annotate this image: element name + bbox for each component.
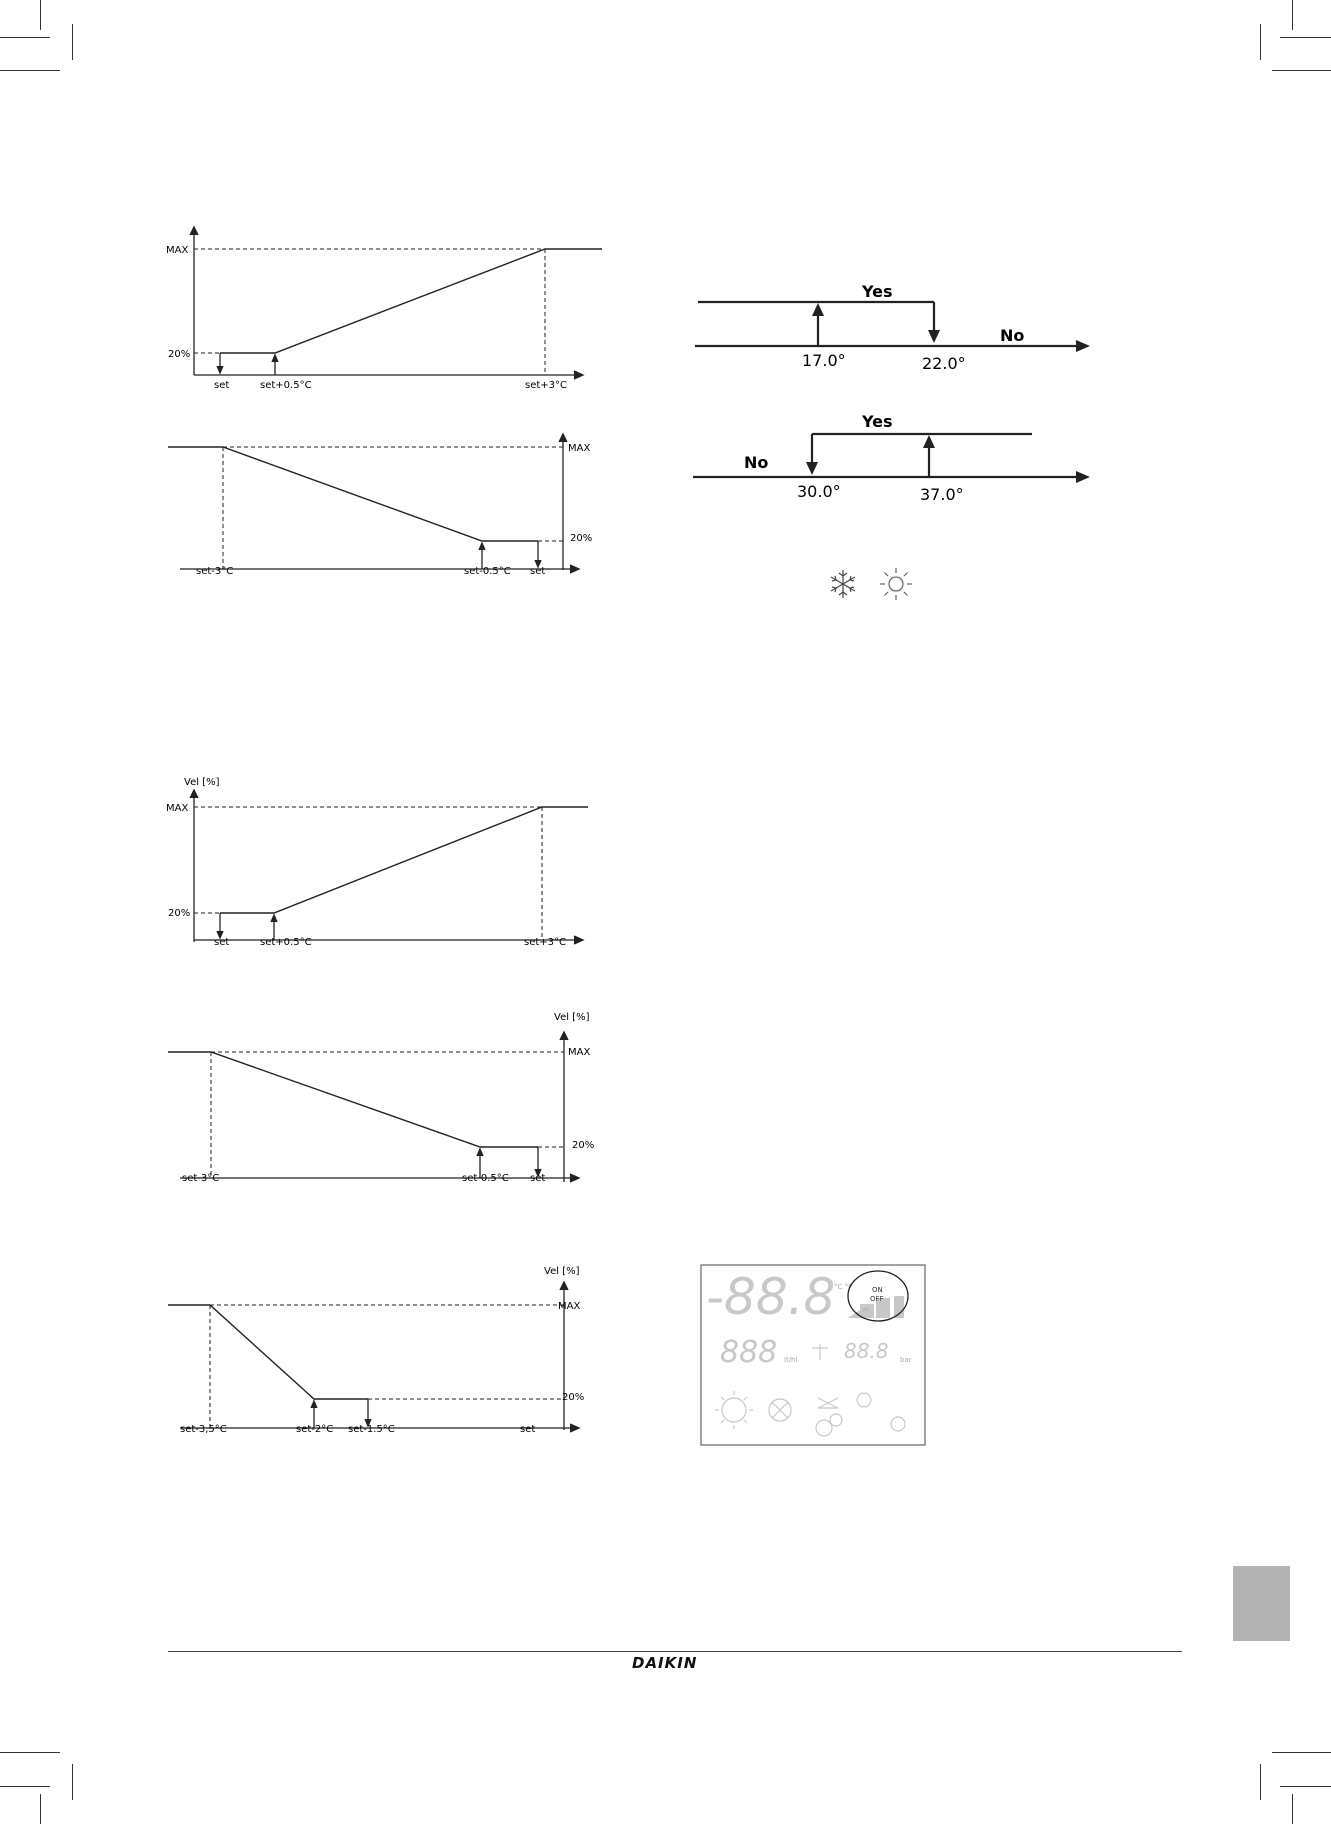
small-digits-right: 88.8 [844, 1339, 889, 1363]
x-a-label: set-2°C [296, 1424, 334, 1435]
crop-mark [72, 1764, 73, 1800]
small-unit-left: lt/hl [784, 1356, 798, 1364]
x-mid-label: set+0.5°C [260, 937, 312, 948]
x-b-label: set-1.5°C [348, 1424, 395, 1435]
high-threshold-label: 22.0° [922, 354, 966, 373]
low-threshold-label: 30.0° [797, 482, 841, 501]
y-max-label: MAX [166, 803, 189, 814]
no-label: No [1000, 326, 1025, 345]
x-set-label: set [214, 937, 230, 948]
temp-units: °C °F [834, 1283, 853, 1291]
m-label: m [862, 1306, 869, 1314]
x-end-label: set+3°C [524, 937, 567, 948]
crop-mark [0, 1752, 60, 1753]
y-min-label: 20% [562, 1392, 585, 1403]
x-mid-label: set-0.5°C [462, 1173, 509, 1184]
crop-mark [1280, 37, 1331, 38]
fan-speed-chart-decreasing-steep [160, 1260, 600, 1440]
fan-speed-chart-decreasing-vel [160, 1010, 600, 1190]
crop-mark [40, 0, 41, 30]
lcd-display [700, 1264, 926, 1446]
x-start-label: set-3°C [196, 566, 234, 577]
y-max-label: MAX [568, 443, 591, 454]
x-set-label: set [214, 380, 230, 391]
x-mid-label: set+0.5°C [260, 380, 312, 391]
sun-icon [878, 566, 914, 602]
x-set-label: set [530, 1173, 546, 1184]
hysteresis-diagram-2 [690, 400, 1100, 510]
x-start-label: set-3°C [182, 1173, 220, 1184]
no-label: No [744, 453, 769, 472]
x-start-label: set-3,5°C [180, 1424, 227, 1435]
y-min-label: 20% [572, 1140, 595, 1151]
crop-mark [1272, 70, 1331, 71]
crop-mark [0, 1786, 50, 1787]
y-min-label: 20% [570, 533, 593, 544]
y-max-label: MAX [568, 1047, 591, 1058]
high-threshold-label: 37.0° [920, 485, 964, 504]
page-tab [1233, 1566, 1290, 1641]
y-max-label: MAX [166, 245, 189, 256]
crop-mark [1292, 0, 1293, 30]
crop-mark [1280, 1786, 1331, 1787]
yes-label: Yes [862, 282, 893, 301]
small-unit-right: bar [900, 1356, 912, 1364]
crop-mark [40, 1794, 41, 1824]
low-threshold-label: 17.0° [802, 351, 846, 370]
daikin-logo: DAIKIN [632, 1654, 698, 1672]
hysteresis-diagram-1 [690, 270, 1100, 380]
small-digits-left: 888 [720, 1335, 778, 1370]
crop-mark [0, 70, 60, 71]
x-end-label: set+3°C [525, 380, 568, 391]
crop-mark [72, 24, 73, 60]
fan-speed-chart-increasing-vel [150, 770, 610, 950]
crop-mark [1292, 1794, 1293, 1824]
x-set-label: set [530, 566, 546, 577]
footer-rule [168, 1651, 1182, 1652]
crop-mark [1260, 1764, 1261, 1800]
crop-mark [1272, 1752, 1331, 1753]
off-label: OFF [870, 1295, 884, 1303]
on-label: ON [872, 1286, 883, 1294]
yes-label: Yes [862, 412, 893, 431]
fan-speed-chart-decreasing [160, 430, 600, 580]
x-mid-label: set-0.5°C [464, 566, 511, 577]
snowflake-icon [827, 568, 859, 600]
y-max-label: MAX [558, 1301, 581, 1312]
crop-mark [0, 37, 50, 38]
y-axis-label: Vel [%] [184, 777, 220, 788]
y-axis-label: Vel [%] [544, 1266, 580, 1277]
y-axis-label: Vel [%] [554, 1012, 590, 1023]
crop-mark [1260, 24, 1261, 60]
y-min-label: 20% [168, 349, 191, 360]
y-min-label: 20% [168, 908, 191, 919]
x-set-label: set [520, 1424, 536, 1435]
main-digits: -88.8 [706, 1268, 836, 1326]
fan-speed-chart-increasing [150, 225, 610, 395]
